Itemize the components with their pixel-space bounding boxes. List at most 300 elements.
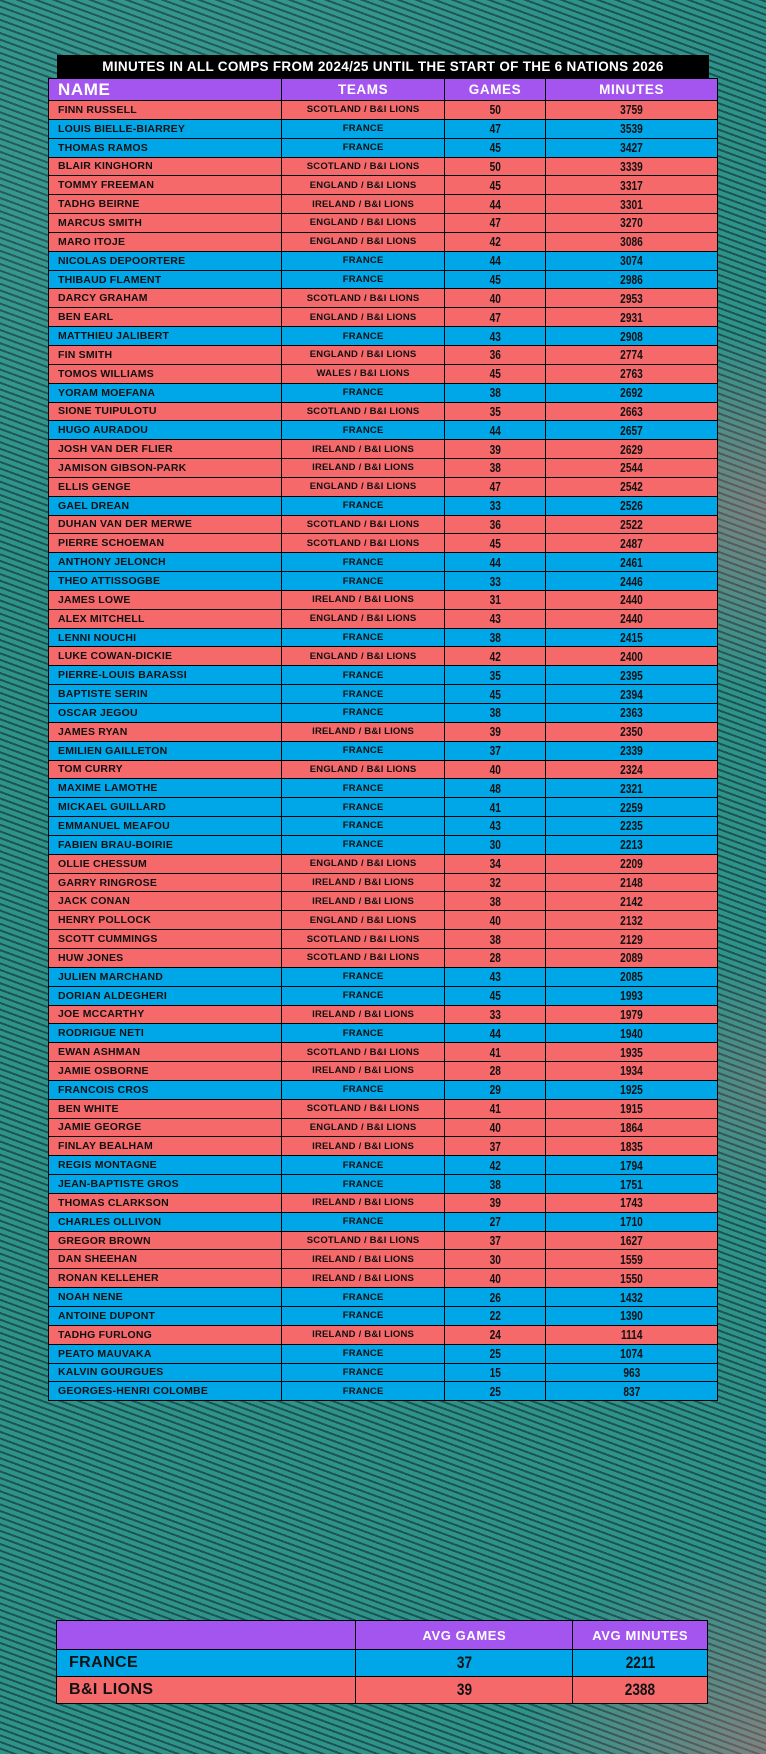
player-name-cell: LUKE COWAN-DICKIE [58, 650, 173, 663]
player-minutes-cell [545, 459, 717, 477]
header-cell-name: NAME [58, 79, 111, 99]
player-games-cell [444, 892, 546, 910]
player-minutes-cell-number: 2446 [620, 573, 643, 589]
player-games-cell-number: 38 [489, 893, 501, 909]
table-row [49, 439, 717, 458]
player-games-cell-number: 37 [489, 1233, 501, 1249]
player-games-cell [444, 534, 546, 552]
player-games-cell [444, 289, 546, 307]
player-games-cell-number: 24 [489, 1327, 501, 1343]
player-minutes-cell [545, 327, 717, 345]
player-teams-cell: IRELAND / B&I LIONS [281, 591, 443, 609]
player-minutes-cell [545, 120, 717, 138]
player-games-cell [444, 1213, 546, 1231]
player-games-cell [444, 761, 546, 779]
table-row [49, 760, 717, 779]
player-games-cell-number: 33 [489, 1006, 501, 1022]
player-name-cell: JAMES LOWE [58, 593, 131, 606]
player-teams-cell: ENGLAND / B&I LIONS [281, 233, 443, 251]
player-minutes-cell [545, 1213, 717, 1231]
player-minutes-cell-number: 2526 [620, 498, 643, 514]
player-name-cell: FINLAY BEALHAM [58, 1140, 153, 1153]
player-minutes-cell-number: 2542 [620, 479, 643, 495]
player-name-cell: LENNI NOUCHI [58, 631, 137, 644]
player-name-cell: ALEX MITCHELL [58, 612, 145, 625]
player-games-cell [444, 327, 546, 345]
player-name-cell: MATTHIEU JALIBERT [58, 330, 170, 343]
player-teams-cell: FRANCE [281, 1024, 443, 1042]
player-games-cell-number: 36 [489, 516, 501, 532]
player-minutes-cell [545, 252, 717, 270]
player-name-cell: BAPTISTE SERIN [58, 688, 148, 701]
player-games-cell [444, 421, 546, 439]
table-row [49, 458, 717, 477]
player-games-cell-number: 37 [489, 1138, 501, 1154]
player-teams-cell: FRANCE [281, 139, 443, 157]
player-minutes-cell [545, 214, 717, 232]
player-games-cell [444, 874, 546, 892]
table-row [49, 910, 717, 929]
player-name-cell: HUW JONES [58, 951, 124, 964]
player-name-cell: THOMAS RAMOS [58, 141, 148, 154]
player-minutes-cell-number: 1074 [620, 1346, 643, 1362]
player-games-cell [444, 120, 546, 138]
player-name-cell: PEATO MAUVAKA [58, 1347, 152, 1360]
player-minutes-cell [545, 139, 717, 157]
player-minutes-cell [545, 666, 717, 684]
table-row [49, 1155, 717, 1174]
player-games-cell [444, 647, 546, 665]
table-row [49, 402, 717, 421]
table-row [49, 1099, 717, 1118]
table-row [49, 628, 717, 647]
table-row [49, 703, 717, 722]
player-teams-cell: FRANCE [281, 1081, 443, 1099]
table-row [49, 1080, 717, 1099]
summary-avg-games-value [355, 1677, 572, 1703]
player-games-cell-number: 30 [489, 1251, 501, 1267]
player-teams-cell: SCOTLAND / B&I LIONS [281, 101, 443, 119]
player-name-cell: RODRIGUE NETI [58, 1027, 145, 1040]
table-row [49, 232, 717, 251]
player-minutes-cell-number: 2487 [620, 535, 643, 551]
player-games-cell-number: 33 [489, 573, 501, 589]
player-teams-cell: FRANCE [281, 1307, 443, 1325]
player-minutes-cell [545, 403, 717, 421]
player-minutes-cell [545, 553, 717, 571]
player-minutes-cell-number: 3270 [620, 215, 643, 231]
player-games-cell-number: 27 [489, 1214, 501, 1230]
table-row [49, 948, 717, 967]
player-games-cell-number: 43 [489, 969, 501, 985]
table-row [49, 515, 717, 534]
player-games-cell-number: 32 [489, 875, 501, 891]
table-row [49, 609, 717, 628]
player-games-cell [444, 1232, 546, 1250]
table-row [49, 477, 717, 496]
player-minutes-cell [545, 742, 717, 760]
player-games-cell [444, 365, 546, 383]
player-games-cell [444, 723, 546, 741]
player-name-cell: ANTOINE DUPONT [58, 1309, 156, 1322]
player-games-cell [444, 478, 546, 496]
player-name-cell: OLLIE CHESSUM [58, 857, 147, 870]
player-games-cell-number: 43 [489, 611, 501, 627]
table-row [49, 835, 717, 854]
player-minutes-cell [545, 1194, 717, 1212]
player-games-cell-number: 48 [489, 780, 501, 796]
table-row [49, 891, 717, 910]
player-minutes-cell [545, 1345, 717, 1363]
table-row [49, 194, 717, 213]
player-minutes-cell [545, 685, 717, 703]
player-minutes-cell [545, 158, 717, 176]
player-games-cell [444, 1382, 546, 1400]
player-minutes-cell-number: 2129 [620, 931, 643, 947]
player-games-cell-number: 28 [489, 950, 501, 966]
player-games-cell [444, 233, 546, 251]
player-minutes-cell [545, 930, 717, 948]
summary-row-lions [57, 1676, 707, 1703]
player-games-cell [444, 440, 546, 458]
player-minutes-cell [545, 440, 717, 458]
player-teams-cell: FRANCE [281, 779, 443, 797]
player-name-cell: TADHG BEIRNE [58, 198, 140, 211]
player-minutes-cell-number: 2259 [620, 799, 643, 815]
table-row [49, 552, 717, 571]
player-games-cell-number: 15 [489, 1364, 501, 1380]
player-teams-cell: IRELAND / B&I LIONS [281, 440, 443, 458]
player-games-cell [444, 1156, 546, 1174]
summary-avg-minutes-value [572, 1650, 707, 1676]
player-games-cell-number: 40 [489, 761, 501, 777]
player-games-cell [444, 1364, 546, 1382]
player-minutes-cell-number: 2763 [620, 366, 643, 382]
player-minutes-cell-number: 1751 [620, 1176, 643, 1192]
player-name-cell: DORIAN ALDEGHERI [58, 989, 167, 1002]
player-minutes-cell [545, 271, 717, 289]
table-row [49, 571, 717, 590]
summary-header-avg-games: AVG GAMES [355, 1621, 572, 1649]
player-games-cell [444, 516, 546, 534]
player-name-cell: FIN SMITH [58, 348, 113, 361]
player-games-cell-number: 44 [489, 1025, 501, 1041]
table-row [49, 797, 717, 816]
player-minutes-cell-number: 2209 [620, 856, 643, 872]
player-games-cell [444, 101, 546, 119]
player-minutes-cell-number: 1915 [620, 1101, 643, 1117]
player-games-cell-number: 45 [489, 366, 501, 382]
table-row [49, 1023, 717, 1042]
player-games-cell [444, 949, 546, 967]
player-teams-cell: FRANCE [281, 1213, 443, 1231]
table-row [49, 251, 717, 270]
player-minutes-cell [545, 1043, 717, 1061]
player-name-cell: BLAIR KINGHORN [58, 160, 153, 173]
header-cell-teams: TEAMS [281, 79, 443, 100]
summary-avg-games-value [355, 1650, 572, 1676]
player-name-cell: ANTHONY JELONCH [58, 556, 166, 569]
table-row [49, 1174, 717, 1193]
player-games-cell-number: 47 [489, 309, 501, 325]
player-games-cell-number: 38 [489, 385, 501, 401]
player-games-cell [444, 817, 546, 835]
player-minutes-cell-number: 2148 [620, 875, 643, 891]
player-teams-cell: ENGLAND / B&I LIONS [281, 855, 443, 873]
player-minutes-cell [545, 968, 717, 986]
player-games-cell [444, 666, 546, 684]
player-minutes-cell [545, 346, 717, 364]
player-name-cell: PIERRE-LOUIS BARASSI [58, 669, 187, 682]
player-minutes-cell-number: 2657 [620, 422, 643, 438]
player-teams-cell: IRELAND / B&I LIONS [281, 1269, 443, 1287]
player-games-cell-number: 50 [489, 102, 501, 118]
player-games-cell [444, 930, 546, 948]
player-games-cell [444, 1326, 546, 1344]
player-minutes-cell-number: 2235 [620, 818, 643, 834]
player-games-cell-number: 39 [489, 1195, 501, 1211]
player-minutes-cell [545, 1288, 717, 1306]
player-teams-cell: IRELAND / B&I LIONS [281, 195, 443, 213]
player-name-cell: TOM CURRY [58, 763, 123, 776]
player-teams-cell: FRANCE [281, 704, 443, 722]
player-minutes-cell [545, 478, 717, 496]
player-games-cell-number: 41 [489, 799, 501, 815]
player-games-cell-number: 40 [489, 1119, 501, 1135]
player-games-cell [444, 742, 546, 760]
player-teams-cell: IRELAND / B&I LIONS [281, 723, 443, 741]
player-minutes-cell-number: 2400 [620, 648, 643, 664]
player-minutes-cell [545, 497, 717, 515]
player-name-cell: NOAH NENE [58, 1291, 123, 1304]
player-name-cell: DAN SHEEHAN [58, 1253, 138, 1266]
player-name-cell: DUHAN VAN DER MERWE [58, 518, 193, 531]
player-name-cell: HUGO AURADOU [58, 424, 149, 437]
summary-row-france [57, 1649, 707, 1676]
player-teams-cell: SCOTLAND / B&I LIONS [281, 1100, 443, 1118]
player-minutes-cell [545, 836, 717, 854]
player-games-cell-number: 41 [489, 1044, 501, 1060]
player-games-cell-number: 44 [489, 422, 501, 438]
player-games-cell [444, 1175, 546, 1193]
player-minutes-cell-number: 3759 [620, 102, 643, 118]
player-name-cell: PIERRE SCHOEMAN [58, 537, 165, 550]
player-minutes-cell-number: 2321 [620, 780, 643, 796]
player-name-cell: MARO ITOJE [58, 235, 126, 248]
player-name-cell: REGIS MONTAGNE [58, 1159, 157, 1172]
player-minutes-cell-number: 1559 [620, 1251, 643, 1267]
player-minutes-cell [545, 1156, 717, 1174]
player-minutes-cell-number: 1432 [620, 1289, 643, 1305]
player-minutes-cell-number: 3339 [620, 158, 643, 174]
player-minutes-cell [545, 1024, 717, 1042]
player-games-cell [444, 1137, 546, 1155]
avg-games-number: 39 [456, 1680, 472, 1699]
player-minutes-cell-number: 2324 [620, 761, 643, 777]
player-minutes-cell [545, 195, 717, 213]
player-minutes-cell [545, 855, 717, 873]
player-teams-cell: FRANCE [281, 666, 443, 684]
player-games-cell [444, 1269, 546, 1287]
player-teams-cell: FRANCE [281, 1345, 443, 1363]
player-games-cell [444, 1043, 546, 1061]
player-teams-cell: FRANCE [281, 1288, 443, 1306]
player-minutes-cell [545, 516, 717, 534]
player-name-cell: JAMIE OSBORNE [58, 1064, 149, 1077]
player-teams-cell: FRANCE [281, 252, 443, 270]
player-teams-cell: FRANCE [281, 817, 443, 835]
player-name-cell: THOMAS CLARKSON [58, 1196, 169, 1209]
player-games-cell-number: 33 [489, 498, 501, 514]
player-minutes-cell [545, 365, 717, 383]
player-minutes-cell-number: 2395 [620, 667, 643, 683]
table-row [49, 1118, 717, 1137]
player-name-cell: EMMANUEL MEAFOU [58, 819, 170, 832]
player-minutes-cell [545, 1232, 717, 1250]
player-minutes-cell-number: 2440 [620, 611, 643, 627]
player-games-cell-number: 45 [489, 686, 501, 702]
player-games-cell [444, 195, 546, 213]
table-row [49, 1042, 717, 1061]
player-name-cell: JOE MCCARTHY [58, 1008, 145, 1021]
player-games-cell-number: 25 [489, 1346, 501, 1362]
player-games-cell [444, 1288, 546, 1306]
player-games-cell [444, 1250, 546, 1268]
player-minutes-cell [545, 1081, 717, 1099]
table-row [49, 1212, 717, 1231]
table-row [49, 1363, 717, 1382]
player-games-cell [444, 798, 546, 816]
player-games-cell-number: 50 [489, 158, 501, 174]
header-cell-minutes: MINUTES [545, 79, 717, 100]
player-name-cell: EWAN ASHMAN [58, 1046, 141, 1059]
player-minutes-cell-number: 2213 [620, 837, 643, 853]
player-teams-cell: IRELAND / B&I LIONS [281, 1062, 443, 1080]
table-row [49, 1136, 717, 1155]
player-games-cell [444, 1345, 546, 1363]
table-row [49, 722, 717, 741]
player-minutes-cell-number: 2089 [620, 950, 643, 966]
table-row [49, 288, 717, 307]
table-row [49, 533, 717, 552]
player-minutes-cell-number: 1993 [620, 988, 643, 1004]
player-name-cell: EMILIEN GAILLETON [58, 744, 168, 757]
player-games-cell-number: 43 [489, 328, 501, 344]
player-name-cell: SCOTT CUMMINGS [58, 933, 158, 946]
player-name-cell: BEN EARL [58, 311, 114, 324]
player-minutes-cell-number: 1934 [620, 1063, 643, 1079]
player-minutes-cell [545, 704, 717, 722]
player-teams-cell: IRELAND / B&I LIONS [281, 1250, 443, 1268]
player-minutes-cell-number: 1627 [620, 1233, 643, 1249]
player-name-cell: BEN WHITE [58, 1102, 119, 1115]
player-minutes-cell-number: 1925 [620, 1082, 643, 1098]
player-minutes-cell-number: 2440 [620, 592, 643, 608]
summary-header-row [57, 1621, 707, 1649]
player-games-cell [444, 629, 546, 647]
header-cell-games: GAMES [444, 79, 546, 100]
table-row [49, 1306, 717, 1325]
player-minutes-cell-number: 1864 [620, 1119, 643, 1135]
player-teams-cell: FRANCE [281, 553, 443, 571]
player-games-cell [444, 1307, 546, 1325]
table-row [49, 741, 717, 760]
player-games-cell-number: 22 [489, 1308, 501, 1324]
player-name-cell: TADHG FURLONG [58, 1328, 152, 1341]
player-teams-cell: ENGLAND / B&I LIONS [281, 911, 443, 929]
table-row [49, 816, 717, 835]
player-teams-cell: ENGLAND / B&I LIONS [281, 610, 443, 628]
player-minutes-cell-number: 2522 [620, 516, 643, 532]
player-name-cell: GAEL DREAN [58, 499, 130, 512]
player-minutes-cell-number: 2629 [620, 441, 643, 457]
avg-minutes-number: 2211 [625, 1653, 655, 1672]
table-row [49, 345, 717, 364]
player-teams-cell: SCOTLAND / B&I LIONS [281, 534, 443, 552]
player-games-cell [444, 1062, 546, 1080]
player-minutes-cell-number: 3427 [620, 140, 643, 156]
player-teams-cell: FRANCE [281, 497, 443, 515]
player-games-cell [444, 214, 546, 232]
table-row [49, 1005, 717, 1024]
player-games-cell-number: 40 [489, 290, 501, 306]
player-games-cell-number: 38 [489, 630, 501, 646]
player-minutes-cell-number: 2692 [620, 385, 643, 401]
player-games-cell-number: 36 [489, 347, 501, 363]
player-name-cell: KALVIN GOURGUES [58, 1366, 164, 1379]
player-games-cell-number: 38 [489, 931, 501, 947]
player-name-cell: OSCAR JEGOU [58, 706, 138, 719]
summary-avg-minutes-value [572, 1677, 707, 1703]
player-minutes-cell-number: 3317 [620, 177, 643, 193]
player-games-cell-number: 30 [489, 837, 501, 853]
player-teams-cell: FRANCE [281, 968, 443, 986]
player-minutes-cell [545, 629, 717, 647]
player-minutes-cell [545, 1119, 717, 1137]
player-games-cell [444, 346, 546, 364]
player-name-cell: FABIEN BRAU-BOIRIE [58, 838, 174, 851]
player-minutes-cell-number: 2350 [620, 724, 643, 740]
player-teams-cell: FRANCE [281, 120, 443, 138]
table-row [49, 1325, 717, 1344]
player-teams-cell: FRANCE [281, 629, 443, 647]
player-name-cell: LOUIS BIELLE-BIARREY [58, 122, 186, 135]
table-row [49, 646, 717, 665]
table-row [49, 383, 717, 402]
player-name-cell: MARCUS SMITH [58, 216, 143, 229]
player-name-cell: FINN RUSSELL [58, 103, 137, 116]
player-games-cell-number: 37 [489, 743, 501, 759]
player-teams-cell: FRANCE [281, 987, 443, 1005]
player-teams-cell: FRANCE [281, 1382, 443, 1400]
summary-header-avg-minutes: AVG MINUTES [572, 1621, 707, 1649]
player-games-cell [444, 403, 546, 421]
table-row [49, 157, 717, 176]
table-row [49, 496, 717, 515]
player-minutes-cell-number: 2774 [620, 347, 643, 363]
player-minutes-cell-number: 1550 [620, 1270, 643, 1286]
player-minutes-cell [545, 534, 717, 552]
player-games-cell [444, 158, 546, 176]
player-name-cell: JACK CONAN [58, 895, 131, 908]
table-row [49, 1287, 717, 1306]
player-games-cell-number: 45 [489, 140, 501, 156]
table-row [49, 1268, 717, 1287]
table-row [49, 665, 717, 684]
player-name-cell: JAMIE GEORGE [58, 1121, 142, 1134]
player-games-cell-number: 43 [489, 818, 501, 834]
player-games-cell [444, 1024, 546, 1042]
